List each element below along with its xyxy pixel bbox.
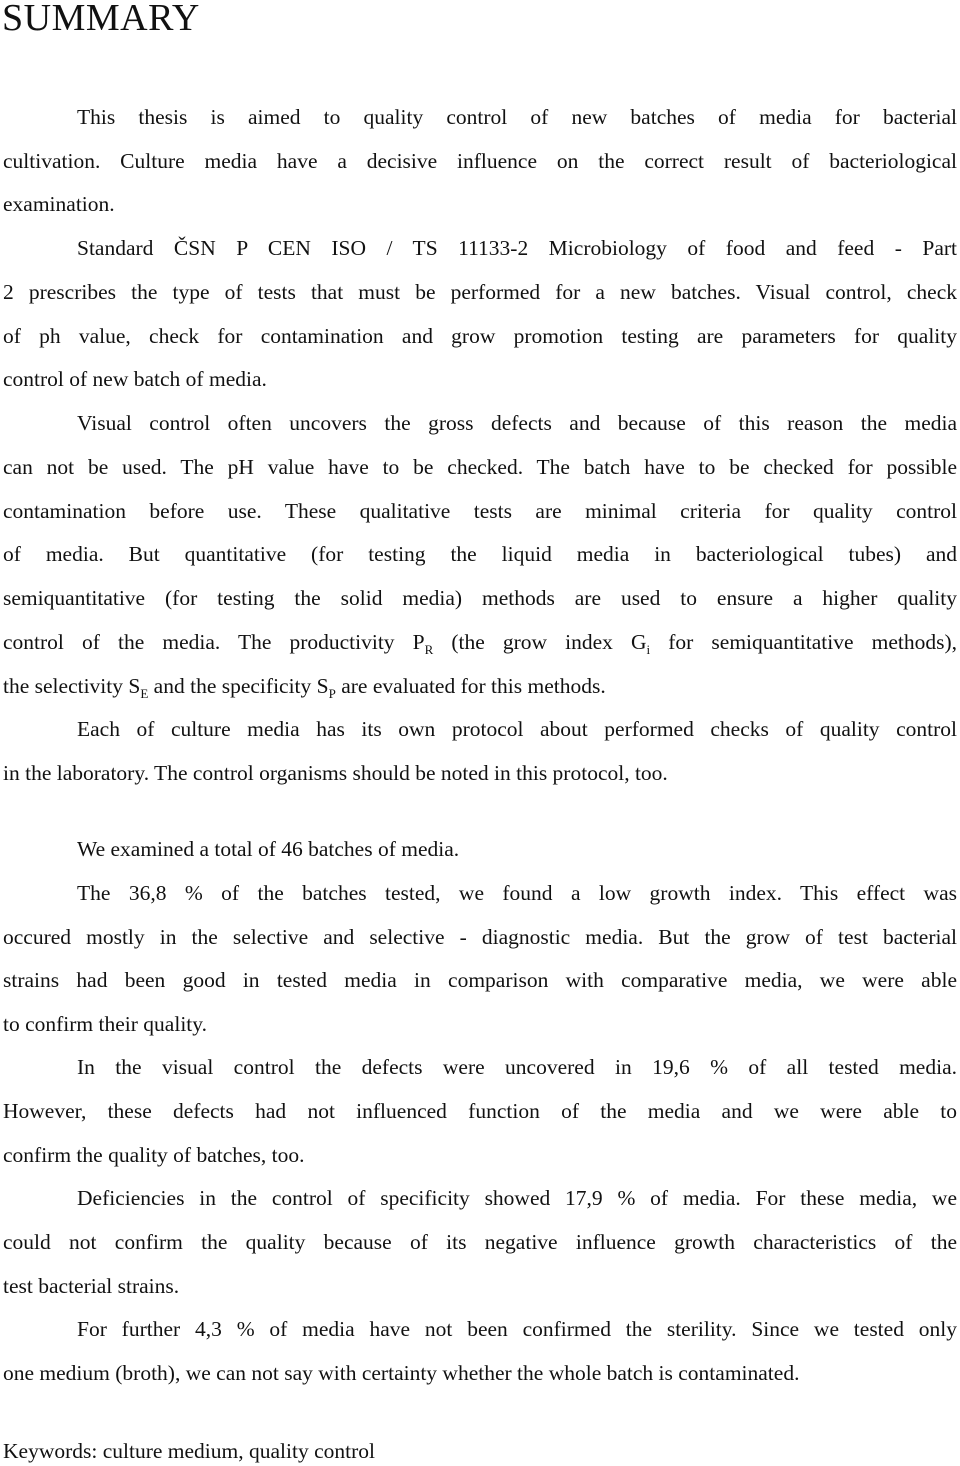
text-line: cultivation. Culture media have a decisive influence on the correct result of bacteriological bbox=[3, 149, 957, 173]
text-line: In the visual control the defects were uncovered in 19,6 % of all tested media. bbox=[77, 1055, 957, 1079]
text-line: Each of culture media has its own protocol about performed checks of quality control bbox=[77, 717, 957, 741]
text-line: control of new batch of media. bbox=[3, 367, 267, 391]
subscript: E bbox=[140, 686, 149, 701]
text-line: For further 4,3 % of media have not been confirmed the sterility. Since we tested only bbox=[77, 1317, 957, 1341]
text-line: can not be used. The pH value have to be checked. The batch have to be checked for possible bbox=[3, 455, 957, 479]
text-line: of ph value, check for contamination and grow promotion testing are parameters for quality bbox=[3, 324, 957, 348]
text-fragment: (the grow index G bbox=[433, 630, 647, 654]
text-line: Visual control often uncovers the gross defects and because of this reason the media bbox=[77, 411, 957, 435]
text-fragment: control of the media. The productivity P bbox=[3, 630, 425, 654]
text-line: examination. bbox=[3, 192, 115, 216]
text-line: Deficiencies in the control of specificity showed 17,9 % of media. For these media, we bbox=[77, 1186, 957, 1210]
text-line: Standard ČSN P CEN ISO / TS 11133-2 Microbiology of food and feed - Part bbox=[77, 236, 957, 260]
text-line: This thesis is aimed to quality control of new batches of media for bacterial bbox=[77, 105, 957, 129]
text-line: strains had been good in tested media in comparison with comparative media, we were able bbox=[3, 968, 957, 992]
text-line: However, these defects had not influenced function of the media and we were able to bbox=[3, 1099, 957, 1123]
text-line bbox=[3, 627, 957, 657]
text-line: We examined a total of 46 batches of media. bbox=[77, 837, 460, 861]
page-title: SUMMARY bbox=[2, 0, 200, 39]
text-line: contamination before use. These qualitative tests are minimal criteria for quality control bbox=[3, 499, 957, 523]
text-line: in the laboratory. The control organisms should be noted in this protocol, too. bbox=[3, 761, 668, 785]
subscript: i bbox=[646, 642, 651, 657]
text-fragment: for semiquantitative methods), bbox=[650, 630, 958, 654]
subscript: R bbox=[424, 642, 434, 657]
text-line: of media. But quantitative (for testing the liquid media in bacteriological tubes) and bbox=[3, 542, 957, 566]
subscript: P bbox=[328, 686, 336, 701]
text-line: occured mostly in the selective and selective - diagnostic media. But the grow of test bacterial bbox=[3, 925, 957, 949]
text-line: test bacterial strains. bbox=[3, 1274, 180, 1298]
text-fragment: the selectivity S bbox=[3, 674, 141, 698]
text-fragment: and the specificity S bbox=[148, 674, 329, 698]
text-line: semiquantitative (for testing the solid media) methods are used to ensure a higher quality bbox=[3, 586, 957, 610]
text-line bbox=[3, 671, 957, 701]
text-line: confirm the quality of batches, too. bbox=[3, 1143, 305, 1167]
keywords: Keywords: culture medium, quality control bbox=[3, 1439, 375, 1463]
text-line: to confirm their quality. bbox=[3, 1012, 207, 1036]
text-line: could not confirm the quality because of its negative influence growth characteristics of the bbox=[3, 1230, 957, 1254]
text-line: one medium (broth), we can not say with certainty whether the whole batch is contaminated. bbox=[3, 1361, 800, 1385]
text-line: The 36,8 % of the batches tested, we found a low growth index. This effect was bbox=[77, 881, 957, 905]
text-fragment: are evaluated for this methods. bbox=[335, 674, 606, 698]
text-line: 2 prescribes the type of tests that must be performed for a new batches. Visual control, check bbox=[3, 280, 957, 304]
